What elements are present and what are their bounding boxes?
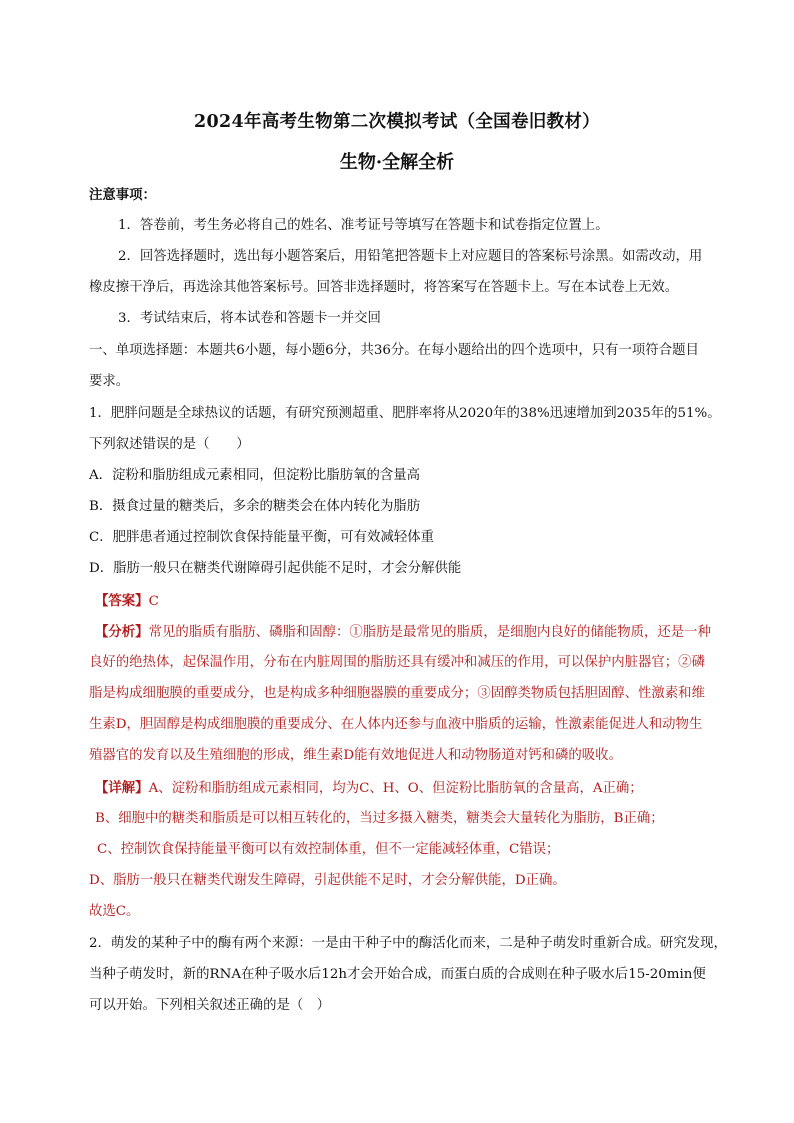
analysis-text: 生素D，胆固醇是构成细胞膜的重要成分、在人体内还参与血液中脂质的运输，性激素能促进人和动物生: [89, 717, 703, 732]
analysis-text: 常见的脂质有脂肪、磷脂和固醇：①脂肪是最常见的脂质，是细胞内良好的储能物质，还是一种: [148, 625, 711, 640]
analysis-text: 良好的绝热体，起保温作用，分布在内脏周围的脂肪还具有缓冲和减压的作用，可以保护内脏器官；②磷: [89, 655, 705, 670]
question-stem: 下列叙述错误的是（ ）: [89, 437, 250, 452]
detail-text: B、细胞中的糖类和脂质是可以相互转化的，当过多摄入糖类，糖类会大量转化为脂肪，B正确；: [95, 811, 664, 826]
analysis-text: 脂是构成细胞膜的重要成分，也是构成多种细胞器膜的重要成分；③固醇类物质包括胆固醇、性激素和维: [89, 686, 705, 701]
detail-text: A、淀粉和脂肪组成元素相同，均为C、H、O、但淀粉比脂肪氧的含量高，A正确；: [148, 781, 643, 796]
answer-line: [95, 592, 716, 611]
option-c: C．肥胖患者通过控制饮食保持能量平衡，可有效减轻体重: [89, 530, 435, 545]
notice-heading: 注意事项：: [89, 187, 156, 203]
analysis-line: [95, 623, 716, 642]
notice-item: 1．答卷前，考生务必将自己的姓名、准考证号等填写在答题卡和试卷指定位置上。: [118, 218, 609, 233]
answer-value: C: [148, 594, 159, 609]
notice-item: 3．考试结束后，将本试卷和答题卡一并交回: [118, 311, 381, 326]
question-stem: 1．肥胖问题是全球热议的话题，有研究预测超重、肥胖率将从2020年的38%迅速增加到2035年的51%。: [89, 406, 721, 421]
section-heading-cont: 要求。: [89, 374, 130, 389]
option-d: D．脂肪一般只在糖类代谢障碍引起供能不足时，才会分解供能: [89, 561, 462, 576]
option-a: A．淀粉和脂肪组成元素相同，但淀粉比脂肪氧的含量高: [89, 468, 421, 483]
answer-tag: 【答案】: [95, 593, 149, 609]
analysis-tag: 【分析】: [95, 624, 149, 640]
option-b: B．摄食过量的糖类后，多余的糖类会在体内转化为脂肪: [89, 499, 421, 514]
detail-tag: 【详解】: [95, 780, 149, 796]
section-heading: 一、单项选择题：本题共6小题，每小题6分，共36分。在每小题给出的四个选项中，只有一项符合题目: [89, 343, 699, 358]
detail-text: D、脂肪一般只在糖类代谢发生障碍，引起供能不足时，才会分解供能，D正确。: [89, 873, 566, 888]
notice-item: 2．回答选择题时，选出每小题答案后，用铅笔把答题卡上对应题目的答案标号涂黑。如需改动，用: [118, 249, 703, 264]
detail-line: [95, 779, 716, 798]
question-stem: 当种子萌发时，新的RNA在种子吸水后12h才会开始合成，而蛋白质的合成则在种子吸水后15-20min便: [89, 967, 706, 982]
page-subtitle: 生物·全解全析: [339, 152, 455, 173]
question-stem: 可以开始。下列相关叙述正确的是（ ）: [89, 998, 331, 1013]
page-title: 2024年高考生物第二次模拟考试（全国卷旧教材）: [194, 112, 600, 132]
notice-item: 橡皮擦干净后，再选涂其他答案标号。回答非选择题时，将答案写在答题卡上。写在本试卷上无效。: [89, 280, 679, 295]
detail-text: C、控制饮食保持能量平衡可以有效控制体重，但不一定能减轻体重，C错误；: [97, 842, 560, 857]
conclusion-text: 故选C。: [89, 904, 140, 919]
analysis-text: 殖器官的发育以及生殖细胞的形成，维生素D能有效地促进人和动物肠道对钙和磷的吸收。: [89, 748, 622, 763]
question-stem: 2．萌发的某种子中的酶有两个来源：一是由干种子中的酶活化而来，二是种子萌发时重新合成。研究发现，: [89, 936, 727, 951]
